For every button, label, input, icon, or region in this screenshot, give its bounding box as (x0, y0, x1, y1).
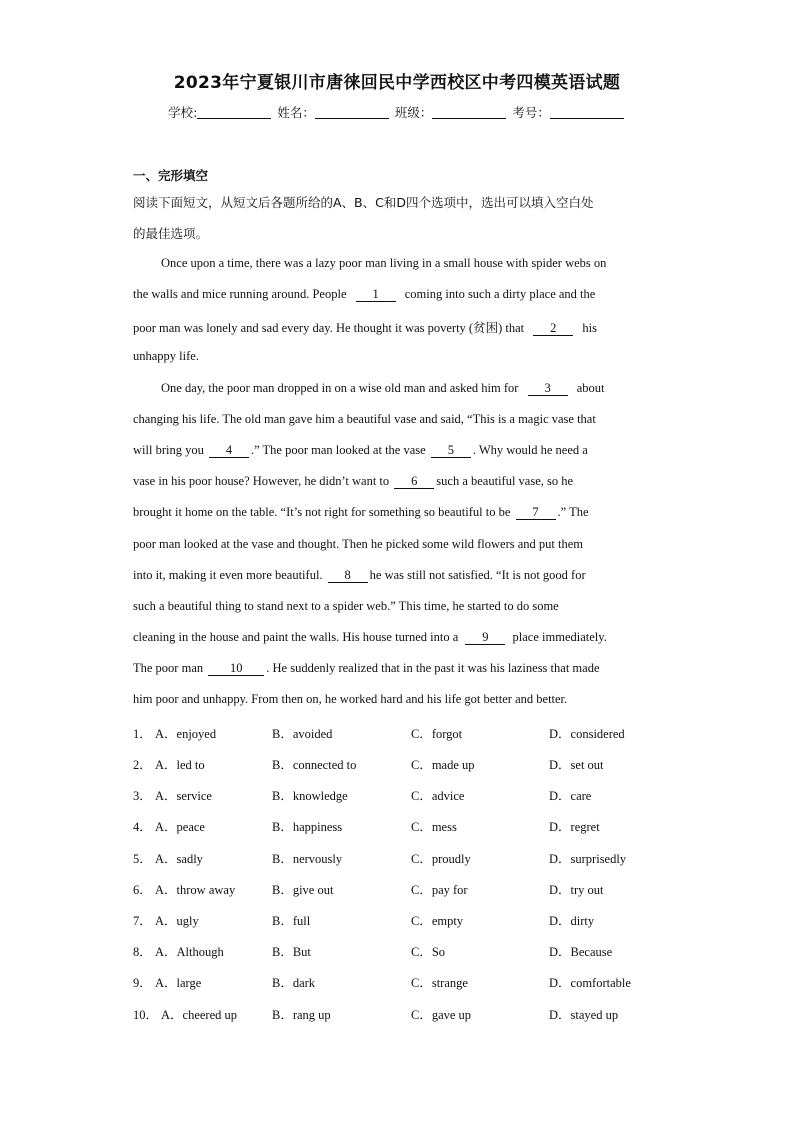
blank-5: 5 (431, 444, 471, 458)
question-options-8 (133, 942, 693, 960)
option-a: A．cheered up (161, 1008, 238, 1022)
blank-6: 6 (394, 475, 434, 489)
option-d: D．Because (549, 945, 613, 959)
option-a: A．ugly (155, 914, 199, 928)
question-options-6 (133, 880, 693, 898)
option-d: D．comfortable (549, 976, 631, 990)
passage-line (133, 661, 663, 676)
option-d: D．care (549, 789, 592, 803)
passage-text: .” The poor man looked at the vase (250, 443, 426, 457)
student-info-line (0, 103, 794, 121)
option-a: A．enjoyed (155, 727, 217, 741)
question-options-5 (133, 849, 693, 867)
question-options-3 (133, 786, 693, 804)
option-d: D．dirty (549, 914, 595, 928)
exam-number-label: 考号： (512, 105, 550, 120)
blank-9: 9 (465, 631, 505, 645)
option-a: A．sadly (155, 852, 203, 866)
question-options-4 (133, 817, 693, 835)
passage-text: such a beautiful vase, so he (436, 474, 574, 488)
question-options-1 (133, 724, 693, 742)
question-number: 8． (133, 945, 152, 959)
school-label: 学校: (168, 105, 198, 120)
question-number: 10． (133, 1008, 159, 1022)
option-a: A．Although (155, 945, 224, 959)
section-heading: 一、完形填空 (133, 168, 209, 183)
blank-7: 7 (516, 506, 556, 520)
question-number: 7． (133, 914, 152, 928)
option-b: B．But (272, 945, 311, 959)
option-a: A．led to (155, 758, 205, 772)
name-label: 姓名： (277, 105, 315, 120)
passage-text: .” The (557, 505, 589, 519)
blank-1: 1 (356, 288, 396, 302)
passage-text: about (576, 381, 605, 395)
passage-text: . Why would he need a (472, 443, 588, 457)
passage-line: such a beautiful thing to stand next to a spider web.” This time, he started to do some (133, 599, 559, 613)
page-title: 2023年宁夏银川市唐徕回民中学西校区中考四模英语试题 (173, 73, 621, 93)
passage-text: into it, making it even more beautiful. (133, 568, 323, 582)
question-number: 9． (133, 976, 152, 990)
question-number: 3． (133, 789, 152, 803)
passage-line (133, 568, 663, 583)
blank-3: 3 (528, 382, 568, 396)
question-number: 4． (133, 820, 152, 834)
option-b: B．connected to (272, 758, 357, 772)
option-c: C．proudly (411, 852, 471, 866)
question-number: 6． (133, 883, 152, 897)
question-options-10 (133, 1005, 693, 1023)
passage-text: his (582, 321, 597, 335)
blank-2: 2 (533, 322, 573, 336)
option-a: A．service (155, 789, 212, 803)
passage-line (133, 630, 663, 645)
blank-8: 8 (328, 569, 368, 583)
passage-line: Once upon a time, there was a lazy poor man living in a small house with spider webs on (161, 256, 607, 270)
passage-text: cleaning in the house and paint the walls. His house turned into a (133, 630, 459, 644)
option-d: D．surprisedly (549, 852, 627, 866)
option-b: B．avoided (272, 727, 333, 741)
passage-text: One day, the poor man dropped in on a wise old man and asked him for (161, 381, 519, 395)
option-c: C．empty (411, 914, 464, 928)
exam-number-blank (550, 106, 624, 119)
instruction-line-1: 阅读下面短文，从短文后各题所给的A、B、C和D四个选项中，选出可以填入空白处 (133, 195, 594, 210)
option-a: A．large (155, 976, 202, 990)
passage-text: he was still not satisfied. “It is not good for (369, 568, 586, 582)
class-blank (432, 106, 506, 119)
option-d: D．regret (549, 820, 600, 834)
option-b: B．knowledge (272, 789, 348, 803)
option-d: D．try out (549, 883, 604, 897)
question-number: 1． (133, 727, 152, 741)
passage-line (161, 381, 663, 396)
passage-line: changing his life. The old man gave him a beautiful vase and said, “This is a magic vase that (133, 412, 596, 426)
passage-text: the walls and mice running around. People (133, 287, 347, 301)
passage-line: unhappy life. (133, 349, 199, 363)
passage-line (133, 474, 663, 489)
question-options-2 (133, 755, 693, 773)
passage-text: brought it home on the table. “It’s not right for something so beautiful to be (133, 505, 511, 519)
option-c: C．pay for (411, 883, 468, 897)
option-b: B．nervously (272, 852, 343, 866)
instruction-line-2: 的最佳选项。 (133, 226, 209, 241)
passage-text: will bring you (133, 443, 204, 457)
question-options-9 (133, 973, 693, 991)
option-c: C．mess (411, 820, 457, 834)
name-blank (315, 106, 389, 119)
passage-text: coming into such a dirty place and the (404, 287, 596, 301)
option-a: A．peace (155, 820, 205, 834)
option-b: B．rang up (272, 1008, 331, 1022)
passage-line: him poor and unhappy. From then on, he worked hard and his life got better and better. (133, 692, 568, 706)
school-blank (197, 106, 271, 119)
option-d: D．set out (549, 758, 604, 772)
option-c: C．strange (411, 976, 468, 990)
option-c: C．advice (411, 789, 465, 803)
option-c: C．made up (411, 758, 475, 772)
question-options-7 (133, 911, 693, 929)
passage-text: . He suddenly realized that in the past it was his laziness that made (266, 661, 600, 675)
blank-4: 4 (209, 444, 249, 458)
option-b: B．dark (272, 976, 316, 990)
option-d: D．stayed up (549, 1008, 619, 1022)
option-c: C．So (411, 945, 446, 959)
option-c: C．gave up (411, 1008, 472, 1022)
passage-line (133, 505, 663, 520)
passage-line: poor man looked at the vase and thought. Then he picked some wild flowers and put them (133, 537, 584, 551)
question-number: 5． (133, 852, 152, 866)
option-c: C．forgot (411, 727, 463, 741)
passage-text: place immediately. (512, 630, 607, 644)
option-d: D．considered (549, 727, 625, 741)
passage-line (133, 443, 663, 458)
class-label: 班级： (394, 105, 433, 120)
passage-text: poor man was lonely and sad every day. He thought it was poverty (贫困) that (133, 321, 525, 335)
blank-10: 10 (208, 662, 264, 676)
option-b: B．full (272, 914, 311, 928)
passage-line (133, 318, 663, 336)
passage-text: vase in his poor house? However, he didn’t want to (133, 474, 390, 488)
option-b: B．happiness (272, 820, 343, 834)
option-b: B．give out (272, 883, 334, 897)
question-number: 2． (133, 758, 152, 772)
option-a: A．throw away (155, 883, 236, 897)
passage-line (133, 287, 663, 302)
passage-text: The poor man (133, 661, 204, 675)
